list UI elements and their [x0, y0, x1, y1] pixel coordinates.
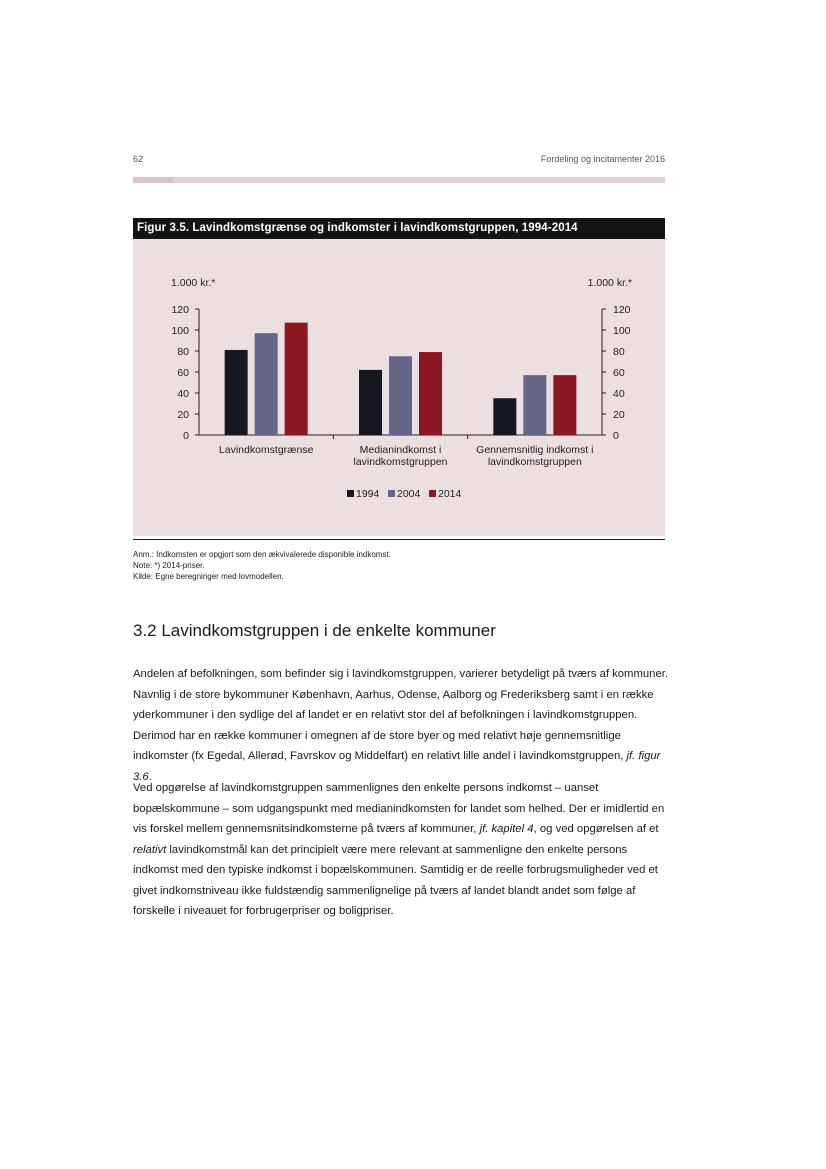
running-title: Fordeling og incitamenter 2016 [540, 154, 665, 164]
y-tick-label-right-4: 80 [613, 346, 625, 358]
body-paragraph-2 [133, 778, 668, 922]
y-tick-label-right-3: 60 [613, 367, 625, 379]
bar-2004-cat-2 [523, 375, 546, 435]
legend-label-1994: 1994 [356, 488, 380, 500]
paragraph-1-run-0: Andelen af befolkningen, som befinder sig i lavindkomstgruppen, varierer betydeligt på tværs af kommuner. Navnlig i de store bykommuner København, Aarhus, Odense, Aalborg og Frederiksberg samt i en række yderkommuner i den sydlige del af landet er en relativt stor del af befolkningen i lavindkomstgruppen. Derimod har en række kommuner i omegnen af de store byer og med relativt høje gennemsnitlige indkomster (fx Egedal, Allerød, Favrskov og Middelfart) en relativt lille andel i lavindkomstgruppen, [133, 668, 669, 762]
figure-title: Figur 3.5. Lavindkomstgrænse og indkomster i lavindkomstgruppen, 1994-2014 [133, 218, 665, 239]
y-tick-label-right-0: 0 [613, 430, 619, 442]
legend-label-2014: 2014 [438, 488, 462, 500]
y-tick-label-left-2: 40 [177, 388, 189, 400]
figure-notes [133, 549, 391, 582]
legend-swatch-2004 [388, 490, 395, 497]
header-rule-accent [133, 177, 173, 183]
note-prices: Note: *) 2014-priser. [133, 561, 205, 570]
y-tick-label-right-6: 120 [613, 304, 631, 316]
y-tick-label-left-1: 20 [177, 409, 189, 421]
legend-swatch-2014 [429, 490, 436, 497]
legend-label-2004: 2004 [397, 488, 421, 500]
figure-panel [133, 239, 665, 536]
bar-chart [133, 239, 665, 536]
section-heading: 3.2 Lavindkomstgruppen i de enkelte kommuner [133, 621, 496, 640]
bar-2014-cat-2 [553, 375, 576, 435]
y-tick-label-left-0: 0 [183, 430, 189, 442]
note-source: Kilde: Egne beregninger med lovmodellen. [133, 572, 284, 581]
category-label-1-line-1: lavindkomstgruppen [353, 456, 448, 468]
y-axis-title-right: 1.000 kr.* [587, 277, 632, 289]
paragraph-2-run-3: relativt [133, 843, 167, 856]
bar-1994-cat-0 [225, 350, 248, 435]
y-tick-label-left-4: 80 [177, 346, 189, 358]
header-rule [133, 177, 665, 183]
note-anm: Anm.: Indkomsten er opgjort som den ækvivalerede disponible indkomst. [133, 550, 391, 559]
figure-bottom-rule [133, 539, 665, 540]
y-tick-label-left-3: 60 [177, 367, 189, 379]
paragraph-2-run-1: jf. kapitel 4 [479, 823, 534, 835]
bar-2014-cat-0 [285, 323, 308, 435]
bar-2004-cat-0 [255, 333, 278, 435]
bar-1994-cat-2 [493, 398, 516, 435]
y-tick-label-right-2: 40 [613, 388, 625, 400]
paragraph-1-run-2: . [148, 770, 152, 783]
bar-2014-cat-1 [419, 352, 442, 435]
paragraph-2-run-4: lavindkomstmål kan det principielt være mere relevant at sammenligne den enkelte persons indkomst med den typiske indkomst i bopælskommunen. Samtidig er de reelle forbrugsmuligheder ved et givet indkomstniveau ikke fuldstændig sammenlignelige på tværs af landet blandt andet som følge af forskelle i niveauet for forbrugerpriser og boligpriser. [133, 843, 658, 917]
y-tick-label-right-1: 20 [613, 409, 625, 421]
category-label-0-line-0: Lavindkomstgrænse [218, 444, 314, 456]
bar-2004-cat-1 [389, 356, 412, 435]
y-axis-title-left: 1.000 kr.* [171, 277, 216, 289]
paragraph-2-run-2: , og ved opgørelsen af et [533, 823, 659, 835]
category-label-2-line-1: lavindkomstgruppen [487, 456, 582, 468]
y-tick-label-left-5: 100 [171, 325, 189, 337]
paragraph-1-run-1: jf. figur 3.6 [133, 750, 661, 783]
category-label-2-line-0: Gennemsnitlig indkomst i [476, 444, 594, 456]
y-tick-label-left-6: 120 [171, 304, 189, 316]
body-paragraph-1 [133, 664, 668, 787]
category-label-1-line-0: Medianindkomst i [359, 444, 442, 456]
legend-swatch-1994 [347, 490, 354, 497]
y-tick-label-right-5: 100 [613, 325, 631, 337]
paragraph-2-run-0: Ved opgørelse af lavindkomstgruppen sammenlignes den enkelte persons indkomst – uanset bopælskommune – som udgangspunkt med medianindkomsten for landet som helhed. Der er imidlertid en vis forskel mellem gennemsnitsindkomsterne på tværs af kommuner, [133, 782, 665, 835]
page-number: 62 [133, 154, 144, 164]
bar-1994-cat-1 [359, 370, 382, 435]
